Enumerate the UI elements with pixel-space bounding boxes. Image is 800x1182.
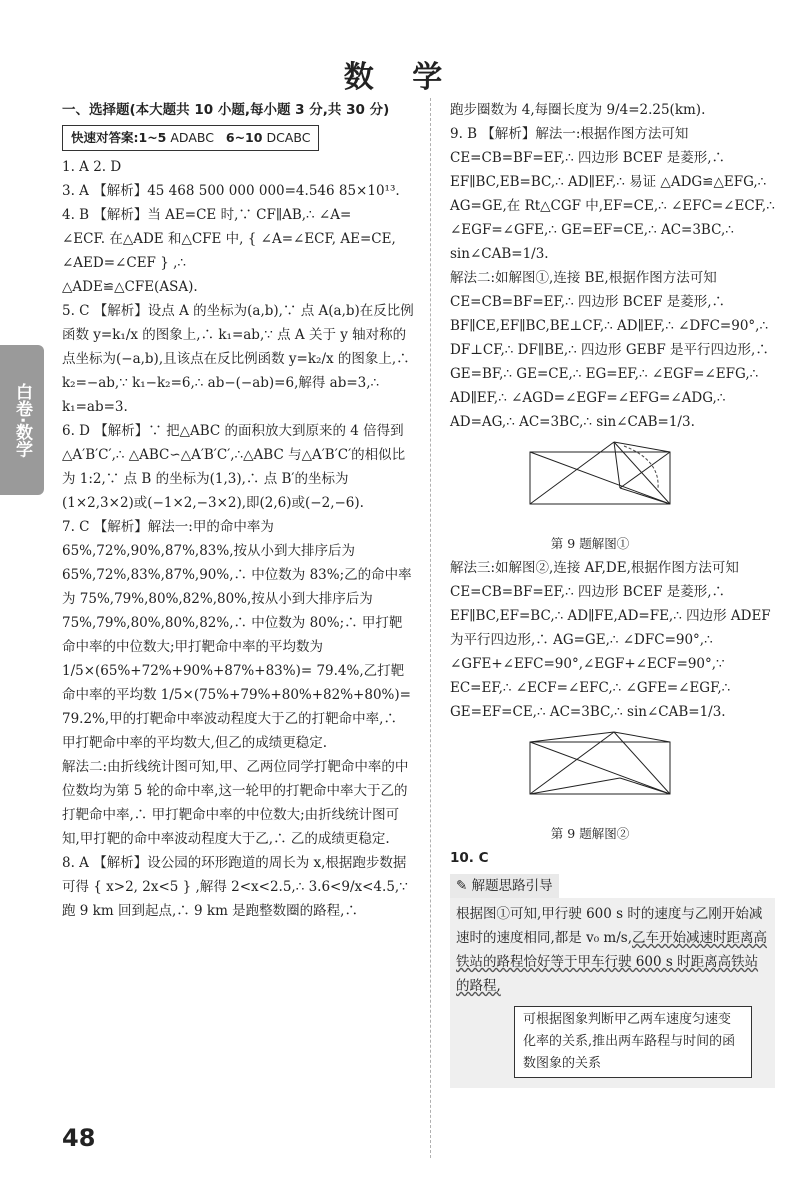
- quick-range-2: 6~10: [225, 130, 263, 145]
- pencil-icon: ✎: [456, 878, 472, 894]
- answer-8: 8. A 【解析】设公园的环形跑道的周长为 x,根据跑步数据可得 { x>2, 2x<5 } ,解得 2<x<2.5,∴ 3.6<9/x<4.5,∵ 跑 9 km 回到起点,∴ 9 km 是跑整数圈的路程,∴: [62, 855, 408, 919]
- guide-text-1: 根据图①可知,甲行驶 600 s 时的速度与乙刚开始减速时的速度相同,都是 v₀ m/s,: [456, 906, 763, 946]
- figure-9-2: [520, 730, 775, 818]
- quick-range-1: 1~5: [138, 130, 167, 145]
- page-number: 48: [62, 1124, 96, 1152]
- answer-5: 5. C 【解析】设点 A 的坐标为(a,b),∵ 点 A(a,b)在反比例函数 y=k₁/x 的图象上,∴ k₁=ab,∵ 点 A 关于 y 轴对称的点坐标为(−a,b),且该点在反比例函数 y=k₂/x 的图象上,∴ k₂=−ab,∵ k₁−k₂=6,∴ ab−(−ab)=6,解得 ab=3,∴ k₁=ab=3.: [62, 303, 414, 415]
- answer-7-method1: 7. C 【解析】解法一:甲的命中率为 65%,72%,90%,87%,83%,按从小到大排序后为 65%,72%,83%,87%,90%,∴ 中位数为 83%;乙的命中率为 75%,79%,80%,82%,80%,按从小到大排序后为 75%,79%,80%,80%,82%,∴ 中位数为 80%;∴ 甲打靶命中率的中位数大;甲打靶命中率的平均数为 1/5×(65%+72%+90%+87%+83%)= 79.4%,乙打靶命中率的平均数 1/5×(75%+79%+80%+82%+80%)= 79.2%,甲的打靶命中率波动程度大于乙的打靶命中率,∴ 甲打靶命中率的平均数大,但乙的成绩更稳定.: [62, 519, 412, 751]
- answer-4-line3: △ADE≌△CFE(ASA).: [62, 279, 198, 295]
- guide-text-2: 乙车开始减速时距离高铁站的路程恰好等于甲车行驶 600 s 时距离高铁站的路程,: [456, 930, 767, 994]
- left-column: [62, 98, 414, 923]
- figure-9-1: [520, 440, 775, 528]
- rectangle-diagram-1: [520, 440, 690, 520]
- answer-3: 3. A 【解析】45 468 500 000 000=4.546 85×10¹³.: [62, 183, 400, 199]
- answer-7-method2: 解法二:由折线统计图可知,甲、乙两位同学打靶命中率的中位数均为第 5 轮的命中率,这一轮甲的打靶命中率大于乙的打靶命中率,∴ 甲打靶命中率的中位数大;由折线统计图可知,甲打靶的命中率波动程度大于乙,∴ 乙的成绩更稳定.: [62, 759, 409, 847]
- figure-9-2-caption: 第 9 题解图②: [550, 826, 630, 841]
- answer-8-continued: 跑步圈数为 4,每圈长度为 9/4=2.25(km).: [450, 102, 706, 118]
- answer-6: 6. D 【解析】∵ 把△ABC 的面积放大到原来的 4 倍得到△A′B′C′,∴ △ABC∽△A′B′C′,∴△ABC 与△A′B′C′的相似比为 1:2,∵ 点 B 的坐标为(1,3),∴ 点 B′的坐标为(1×2,3×2)或(−1×2,−3×2),即(2,6)或(−2,−6).: [62, 423, 406, 511]
- answer-1-2: 1. A 2. D: [62, 159, 122, 175]
- answer-4-line2: ∠ECF. 在△ADE 和△CFE 中, { ∠A=∠ECF, AE=CE, ∠AED=∠CEF } ,∴: [62, 231, 396, 271]
- solution-guide-title: ✎ 解题思路引导: [450, 874, 559, 898]
- quick-answers-1: ADABC: [170, 130, 214, 145]
- answer-4-line1: 4. B 【解析】当 AE=CE 时,∵ CF∥AB,∴ ∠A=: [62, 207, 352, 223]
- rectangle-diagram-2: [520, 730, 690, 810]
- answer-10: 10. C: [450, 850, 489, 866]
- quick-answer-box: [62, 125, 319, 151]
- right-column: [450, 98, 775, 1088]
- note-box: 可根据图象判断甲乙两车速度匀速变化率的关系,推出两车路程与时间的函数图象的关系: [514, 1006, 752, 1078]
- section-heading: 一、选择题(本大题共 10 小题,每小题 3 分,共 30 分): [62, 102, 390, 118]
- solution-guide: [450, 874, 775, 1088]
- figure-9-1-caption: 第 9 题解图①: [550, 536, 630, 551]
- solution-guide-body: [450, 898, 775, 1088]
- column-divider: [430, 98, 431, 1158]
- answer-9-method1: 9. B 【解析】解法一:根据作图方法可知 CE=CB=BF=EF,∴ 四边形 BCEF 是菱形,∴ EF∥BC,EB=BC,∴ AD∥EF,∴ 易证 △ADG≌△EFG,∴ AG=GE,在 Rt△CGF 中,EF=CE,∴ ∠EFC=∠ECF,∴ ∠EGF=∠GFE,∴ GE=EF=CE,∴ AC=3BC,∴ sin∠CAB=1/3.: [450, 126, 775, 262]
- side-tab: 白卷·数学: [0, 345, 44, 495]
- page-title: 数 学: [343, 60, 457, 95]
- answer-9-method2: 解法二:如解图①,连接 BE,根据作图方法可知 CE=CB=BF=EF,∴ 四边形 BCEF 是菱形,∴ BF∥CE,EF∥BC,BE⊥CF,∴ AD∥EF,∴ ∠DFC=90°,∴ DF⊥CF,∴ DF∥BE,∴ 四边形 GEBF 是平行四边形,∴ GE=BF,∴ GE=CE,∴ EG=EF,∴ ∠EGF=∠EFG,∴ AD∥EF,∴ ∠AGD=∠EGF=∠EFG=∠ADG,∴ AD=AG,∴ AC=3BC,∴ sin∠CAB=1/3.: [450, 270, 769, 430]
- quick-label: 快速对答案:: [71, 130, 139, 145]
- answer-9-method3: 解法三:如解图②,连接 AF,DE,根据作图方法可知 CE=CB=BF=EF,∴ 四边形 BCEF 是菱形,∴ EF∥BC,EF=BC,∴ AD∥FE,AD=FE,∴ 四边形 ADEF 为平行四边形,∴ AG=GE,∴ ∠DFC=90°,∴ ∠GFE+∠EFC=90°,∠EGF+∠ECF=90°,∵ EC=EF,∴ ∠ECF=∠EFC,∴ ∠GFE=∠EGF,∴ GE=EF=CE,∴ AC=3BC,∴ sin∠CAB=1/3.: [450, 560, 771, 720]
- quick-answers-2: DCABC: [266, 130, 311, 145]
